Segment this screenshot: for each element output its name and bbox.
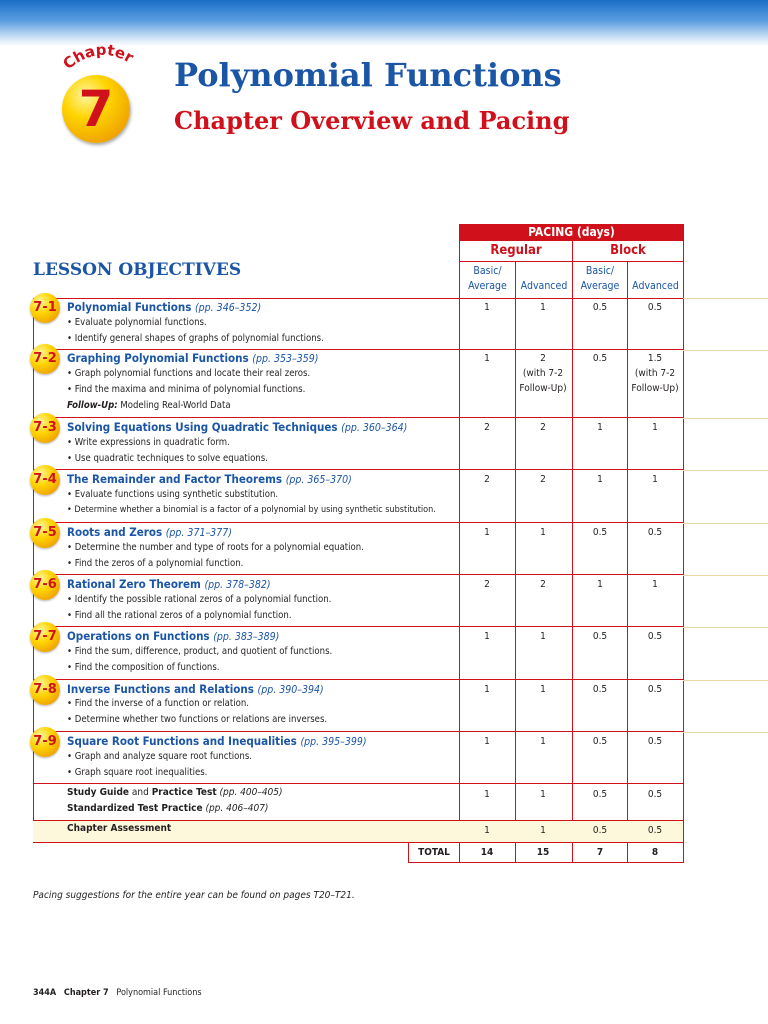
- objective-text: Find the maxima and minima of polynomial functions.: [74, 384, 306, 395]
- pace-value: 1: [540, 302, 546, 313]
- objective-bullet: • Find the zeros of a polynomial function.: [67, 558, 244, 569]
- pace-value: 1: [484, 527, 490, 538]
- lesson-title-text[interactable]: Inverse Functions and Relations: [67, 682, 254, 696]
- svg-text:Chapter: [62, 41, 137, 73]
- pace-value: 1: [484, 789, 490, 800]
- lesson-pages: (pp. 365–370): [285, 474, 352, 486]
- follow-up-label: Follow-Up:: [67, 400, 118, 411]
- pace-line: 1.5: [647, 353, 663, 364]
- total-label: TOTAL: [408, 842, 459, 863]
- pace-value: [627, 351, 683, 396]
- pace-value: 1: [597, 474, 603, 485]
- objective-text: Graph square root inequalities.: [74, 767, 208, 778]
- pace-value: 2: [540, 579, 546, 590]
- objective-bullet: • Determine whether two functions or relations are inverses.: [67, 714, 328, 725]
- col-line1: Advanced: [632, 280, 679, 292]
- total-value: 14: [480, 847, 494, 858]
- pace-value: 1: [597, 579, 603, 590]
- pace-value: 1: [540, 527, 546, 538]
- pace-value: 1: [540, 789, 546, 800]
- pace-value: 1: [597, 422, 603, 433]
- lesson-title-text[interactable]: Operations on Functions: [67, 629, 210, 643]
- pace-value: 1: [652, 474, 658, 485]
- lesson-title-text[interactable]: Roots and Zeros: [67, 525, 163, 539]
- lesson-title-text[interactable]: Polynomial Functions: [67, 300, 192, 314]
- pace-value: 0.5: [592, 353, 608, 364]
- lesson-number-badge: 7-9: [30, 727, 60, 757]
- lesson-title[interactable]: [67, 577, 271, 591]
- total-value: 15: [536, 847, 550, 858]
- pace-value: 1: [540, 684, 546, 695]
- row-rule: [683, 523, 768, 524]
- pace-value: 1: [540, 736, 546, 747]
- pace-value: 0.5: [592, 684, 608, 695]
- pace-value: 0.5: [592, 302, 608, 313]
- and-text: and: [129, 787, 152, 798]
- objective-text: Find the inverse of a function or relation.: [74, 698, 249, 709]
- objective-text: Determine whether a binomial is a factor of a polynomial by using synthetic substitution.: [74, 505, 436, 515]
- pace-value: 1: [652, 422, 658, 433]
- pace-line: (with 7-2: [634, 368, 676, 379]
- lesson-title[interactable]: [67, 351, 318, 365]
- objective-bullet: • Find the maxima and minima of polynomial functions.: [67, 384, 306, 395]
- page-number: 344A: [33, 988, 57, 998]
- study-guide-pages: (pp. 400–405): [216, 787, 283, 798]
- lesson-pages: (pp. 378–382): [204, 579, 271, 591]
- lesson-title[interactable]: [67, 682, 324, 696]
- pace-value: 0.5: [647, 736, 663, 747]
- lesson-title[interactable]: [67, 420, 407, 434]
- col-line2: Average: [580, 280, 620, 292]
- pace-value: 0.5: [647, 527, 663, 538]
- objective-bullet: • Graph and analyze square root functions.: [67, 751, 252, 762]
- objective-bullet: • Find the composition of functions.: [67, 662, 220, 673]
- objective-text: Identify general shapes of graphs of polynomial functions.: [74, 333, 324, 344]
- objective-bullet: • Determine the number and type of roots for a polynomial equation.: [67, 542, 364, 553]
- lesson-number-badge: 7-5: [30, 518, 60, 548]
- lesson-title[interactable]: [67, 300, 261, 314]
- chapter-number: 7: [78, 80, 114, 138]
- objective-bullet: • Find the sum, difference, product, and quotient of functions.: [67, 646, 333, 657]
- pace-value: 1: [484, 302, 490, 313]
- follow-up-text: Modeling Real-World Data: [117, 400, 231, 411]
- objective-bullet: • Find the inverse of a function or relation.: [67, 698, 249, 709]
- pace-value: 1: [484, 631, 490, 642]
- total-value: 8: [651, 847, 659, 858]
- lesson-title[interactable]: [67, 525, 232, 539]
- footer-chapter: Chapter 7: [63, 988, 109, 998]
- standardized-test-line: [67, 803, 268, 814]
- pace-value: 0.5: [647, 631, 663, 642]
- standardized-test-label: Standardized Test Practice: [67, 803, 203, 814]
- pace-value: 0.5: [592, 527, 608, 538]
- lesson-pages: (pp. 371–377): [165, 527, 232, 539]
- objective-text: Determine whether two functions or relations are inverses.: [74, 714, 328, 725]
- objective-bullet: • Use quadratic techniques to solve equations.: [67, 453, 268, 464]
- pacing-header: PACING (days): [459, 224, 684, 241]
- pace-value: 0.5: [647, 825, 663, 836]
- study-guide-label: Study Guide: [67, 787, 130, 798]
- objective-text: Find the zeros of a polynomial function.: [74, 558, 244, 569]
- row-rule: [683, 470, 768, 471]
- pace-value: 0.5: [592, 789, 608, 800]
- objective-bullet: • Identify the possible rational zeros of a polynomial function.: [67, 594, 332, 605]
- row-rule: [683, 732, 768, 733]
- lesson-number-badge: 7-1: [30, 293, 60, 323]
- group-block: Block: [572, 240, 684, 262]
- objective-text: Evaluate polynomial functions.: [74, 317, 207, 328]
- col-header-regular-basic: [459, 261, 516, 299]
- lesson-title-text[interactable]: Graphing Polynomial Functions: [67, 351, 249, 365]
- page-title: Polynomial Functions: [174, 56, 562, 94]
- objective-bullet: • Graph polynomial functions and locate their real zeros.: [67, 368, 311, 379]
- pace-value: 0.5: [647, 789, 663, 800]
- lesson-title[interactable]: [67, 472, 352, 486]
- pace-value: 2: [484, 474, 490, 485]
- row-rule: [683, 418, 768, 419]
- chapter-word-arc: [62, 40, 138, 74]
- lesson-number-badge: 7-4: [30, 465, 60, 495]
- row-rule: [683, 298, 768, 299]
- pace-value: [515, 351, 571, 396]
- page-footer: [33, 988, 202, 998]
- footer-title: Polynomial Functions: [116, 988, 202, 998]
- lesson-title[interactable]: [67, 629, 279, 643]
- lesson-number-badge: 7-2: [30, 344, 60, 374]
- pace-value: 1: [484, 825, 490, 836]
- objective-text: Use quadratic techniques to solve equations.: [74, 453, 268, 464]
- standardized-test-pages: (pp. 406–407): [202, 803, 269, 814]
- pace-value: 0.5: [592, 736, 608, 747]
- objective-text: Write expressions in quadratic form.: [74, 437, 230, 448]
- objective-bullet: • Graph square root inequalities.: [67, 767, 208, 778]
- pace-value: 0.5: [647, 684, 663, 695]
- col-line1: Basic/: [473, 265, 502, 277]
- col-line1: Basic/: [585, 265, 615, 277]
- objective-text: Identify the possible rational zeros of a polynomial function.: [74, 594, 332, 605]
- chapter-badge: [62, 75, 130, 143]
- objective-bullet: • Determine whether a binomial is a factor of a polynomial by using synthetic substitution.: [67, 505, 436, 515]
- lesson-title-text[interactable]: Solving Equations Using Quadratic Techniques: [67, 420, 338, 434]
- objective-bullet: • Find all the rational zeros of a polynomial function.: [67, 610, 292, 621]
- group-regular: Regular: [459, 240, 573, 262]
- pace-line: 2: [540, 353, 546, 364]
- col-header-block-advanced: [627, 261, 684, 299]
- objective-text: Find the composition of functions.: [74, 662, 220, 673]
- pace-value: 2: [484, 579, 490, 590]
- pace-line: Follow-Up): [519, 383, 567, 394]
- total-value: 7: [596, 847, 604, 858]
- pace-value: 1: [484, 736, 490, 747]
- row-rule: [683, 350, 768, 351]
- objective-text: Evaluate functions using synthetic substitution.: [74, 489, 279, 500]
- objective-text: Find all the rational zeros of a polynomial function.: [74, 610, 292, 621]
- lesson-pages: (pp. 390–394): [257, 684, 324, 696]
- col-header-regular-advanced: [515, 261, 573, 299]
- lesson-title-text[interactable]: Rational Zero Theorem: [67, 577, 201, 591]
- objective-bullet: • Evaluate functions using synthetic substitution.: [67, 489, 279, 500]
- lesson-pages: (pp. 353–359): [252, 353, 319, 365]
- objective-bullet: • Evaluate polynomial functions.: [67, 317, 207, 328]
- assessment-label: Chapter Assessment: [67, 823, 172, 834]
- row-rule: [683, 575, 768, 576]
- pace-value: 1: [484, 353, 490, 364]
- col-line1: Advanced: [520, 280, 568, 292]
- chapter-word: hapter: [70, 40, 137, 67]
- pace-value: 2: [484, 422, 490, 433]
- pacing-note: Pacing suggestions for the entire year can be found on pages T20–T21.: [33, 890, 355, 901]
- lesson-number-badge: 7-3: [30, 413, 60, 443]
- pace-value: 2: [540, 422, 546, 433]
- lesson-title-text[interactable]: Square Root Functions and Inequalities: [67, 734, 297, 748]
- lesson-title-text[interactable]: The Remainder and Factor Theorems: [67, 472, 283, 486]
- col-header-block-basic: [572, 261, 628, 299]
- lesson-number-badge: 7-6: [30, 570, 60, 600]
- pace-value: 2: [540, 474, 546, 485]
- objective-text: Graph polynomial functions and locate their real zeros.: [74, 368, 311, 379]
- row-rule: [683, 627, 768, 628]
- study-guide-line: [67, 787, 283, 798]
- lesson-objectives-heading: LESSON OBJECTIVES: [33, 260, 242, 280]
- lesson-title[interactable]: [67, 734, 367, 748]
- pace-value: 1: [540, 631, 546, 642]
- objective-text: Determine the number and type of roots for a polynomial equation.: [74, 542, 364, 553]
- pace-value: 0.5: [592, 825, 608, 836]
- pace-value: 1: [484, 684, 490, 695]
- page-subtitle: Chapter Overview and Pacing: [174, 106, 570, 135]
- lesson-pages: (pp. 346–352): [195, 302, 262, 314]
- objective-text: Graph and analyze square root functions.: [74, 751, 252, 762]
- lesson-pages: (pp. 360–364): [341, 422, 408, 434]
- lesson-pages: (pp. 383–389): [213, 631, 280, 643]
- col-line2: Average: [468, 280, 507, 292]
- objective-bullet: • Write expressions in quadratic form.: [67, 437, 230, 448]
- pace-value: 1: [540, 825, 546, 836]
- col-divider: [683, 225, 684, 863]
- lesson-number-badge: 7-7: [30, 622, 60, 652]
- pace-line: (with 7-2: [522, 368, 564, 379]
- pace-value: 0.5: [647, 302, 663, 313]
- follow-up: [67, 400, 231, 411]
- practice-test-label: Practice Test: [151, 787, 217, 798]
- row-rule: [683, 680, 768, 681]
- lesson-number-badge: 7-8: [30, 675, 60, 705]
- pace-line: Follow-Up): [631, 383, 679, 394]
- pace-value: 0.5: [592, 631, 608, 642]
- objective-text: Find the sum, difference, product, and quotient of functions.: [74, 646, 333, 657]
- objective-bullet: • Identify general shapes of graphs of polynomial functions.: [67, 333, 324, 344]
- lesson-pages: (pp. 395–399): [300, 736, 367, 748]
- pace-value: 1: [652, 579, 658, 590]
